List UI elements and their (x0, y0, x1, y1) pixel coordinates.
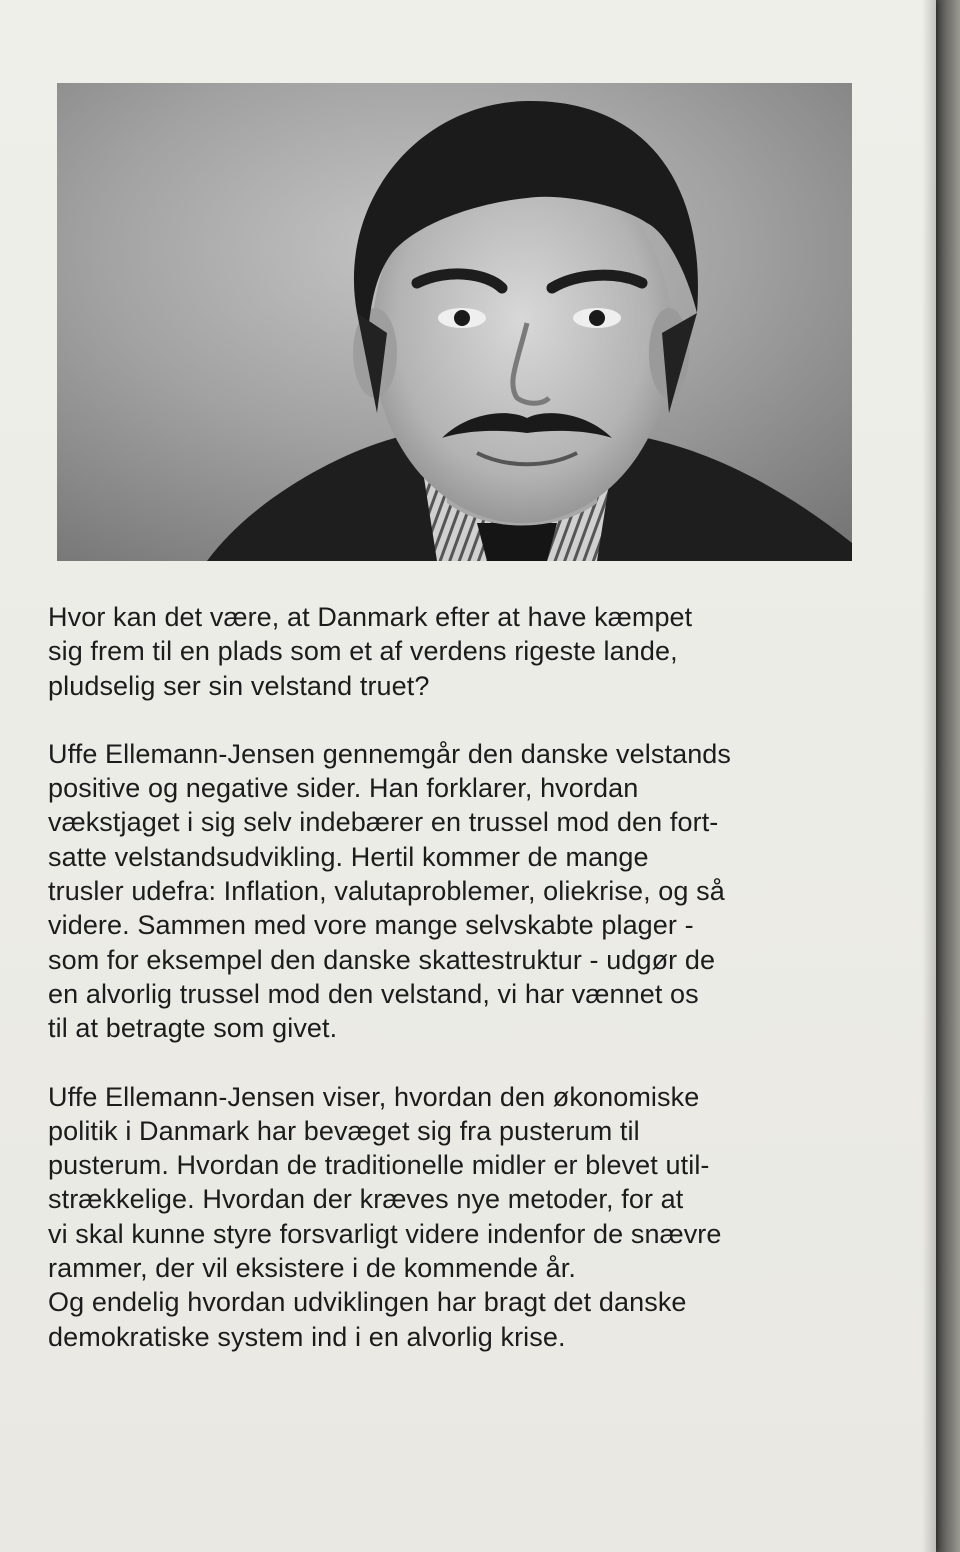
text-line: sig frem til en plads som et af verdens rigeste lande, (48, 636, 678, 667)
text-line: til at betragte som givet. (48, 1013, 338, 1044)
portrait-illustration (57, 83, 852, 561)
text-line: videre. Sammen med vore mange selvskabte plager - (48, 910, 694, 941)
text-line: pludselig ser sin velstand truet? (48, 670, 430, 701)
text-line: politik i Danmark har bevæget sig fra pusterum til (48, 1115, 640, 1146)
text-line: Og endelig hvordan udviklingen har bragt det danske (48, 1287, 687, 1318)
blurb-paragraph-3 (48, 1080, 888, 1354)
blurb-text (48, 600, 888, 1388)
text-line: trusler udefra: Inflation, valutaproblemer, oliekrise, og så (48, 876, 725, 907)
text-line: vi skal kunne styre forsvarligt videre indenfor de snævre (48, 1218, 722, 1249)
text-line: Uffe Ellemann-Jensen gennemgår den danske velstands (48, 738, 732, 769)
text-line: en alvorlig trussel mod den velstand, vi har vænnet os (48, 978, 699, 1009)
author-portrait-photo (57, 83, 852, 561)
text-line: strækkelige. Hvordan der kræves nye metoder, for at (48, 1184, 684, 1215)
blurb-paragraph-1 (48, 600, 888, 703)
blurb-paragraph-2 (48, 737, 888, 1046)
text-line: som for eksempel den danske skattestruktur - udgør de (48, 944, 716, 975)
text-line: rammer, der vil eksistere i de kommende år. (48, 1253, 576, 1284)
text-line: Hvor kan det være, at Danmark efter at have kæmpet (48, 602, 693, 632)
text-line: demokratiske system ind i en alvorlig krise. (48, 1321, 566, 1352)
text-line: vækstjaget i sig selv indebærer en trussel mod den fort- (48, 807, 719, 838)
text-line: Uffe Ellemann-Jensen viser, hvordan den økonomiske (48, 1081, 700, 1112)
cover-edge-shade (922, 0, 936, 1552)
text-line: satte velstandsudvikling. Hertil kommer de mange (48, 841, 649, 872)
text-line: pusterum. Hvordan de traditionelle midler er blevet util- (48, 1150, 710, 1181)
text-line: positive og negative sider. Han forklarer, hvordan (48, 773, 639, 804)
